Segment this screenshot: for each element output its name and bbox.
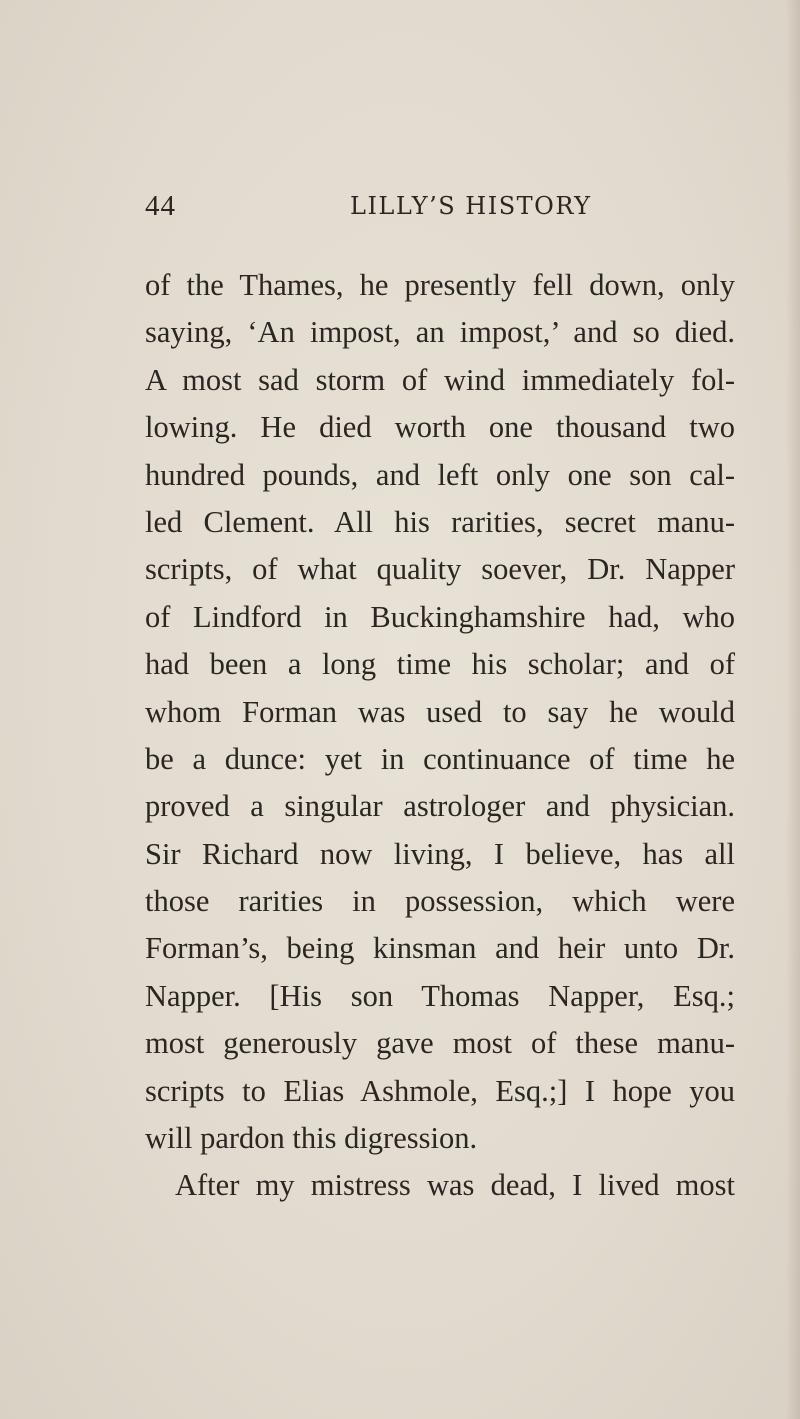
paragraph-start-line: After my mistress was dead, I lived most: [175, 1168, 735, 1203]
body-text: [145, 262, 735, 1210]
page-number: 44: [145, 190, 176, 222]
running-header: [145, 190, 735, 230]
text-line: had been a long time his scholar; and of: [145, 647, 735, 682]
text-line: whom Forman was used to say he would: [145, 694, 735, 729]
text-line: led Clement. All his rarities, secret manu-: [145, 504, 735, 539]
text-line: A most sad storm of wind immediately fol-: [145, 362, 735, 397]
text-line: saying, ‘An impost, an impost,’ and so died.: [145, 315, 735, 350]
text-line: most generously gave most of these manu-: [145, 1026, 735, 1061]
page-edge-shadow: [786, 0, 800, 1419]
text-line: Napper. [His son Thomas Napper, Esq.;: [145, 978, 735, 1013]
text-line: scripts to Elias Ashmole, Esq.;] I hope you: [145, 1073, 735, 1108]
text-line: be a dunce: yet in continuance of time he: [145, 741, 735, 776]
text-line: Forman’s, being kinsman and heir unto Dr.: [145, 931, 735, 966]
text-line: of the Thames, he presently fell down, only: [145, 268, 735, 302]
text-line: scripts, of what quality soever, Dr. Napper: [145, 552, 735, 587]
running-title: LILLY’S HISTORY: [350, 192, 592, 220]
text-line: those rarities in possession, which were: [145, 884, 735, 919]
text-line: proved a singular astrologer and physician.: [145, 789, 735, 824]
text-line: hundred pounds, and left only one son cal-: [145, 457, 735, 492]
paragraph-end-line: will pardon this digression.: [145, 1121, 478, 1156]
text-line: lowing. He died worth one thousand two: [145, 410, 735, 445]
text-line: of Lindford in Buckinghamshire had, who: [145, 599, 735, 634]
text-line: Sir Richard now living, I believe, has all: [145, 836, 735, 871]
